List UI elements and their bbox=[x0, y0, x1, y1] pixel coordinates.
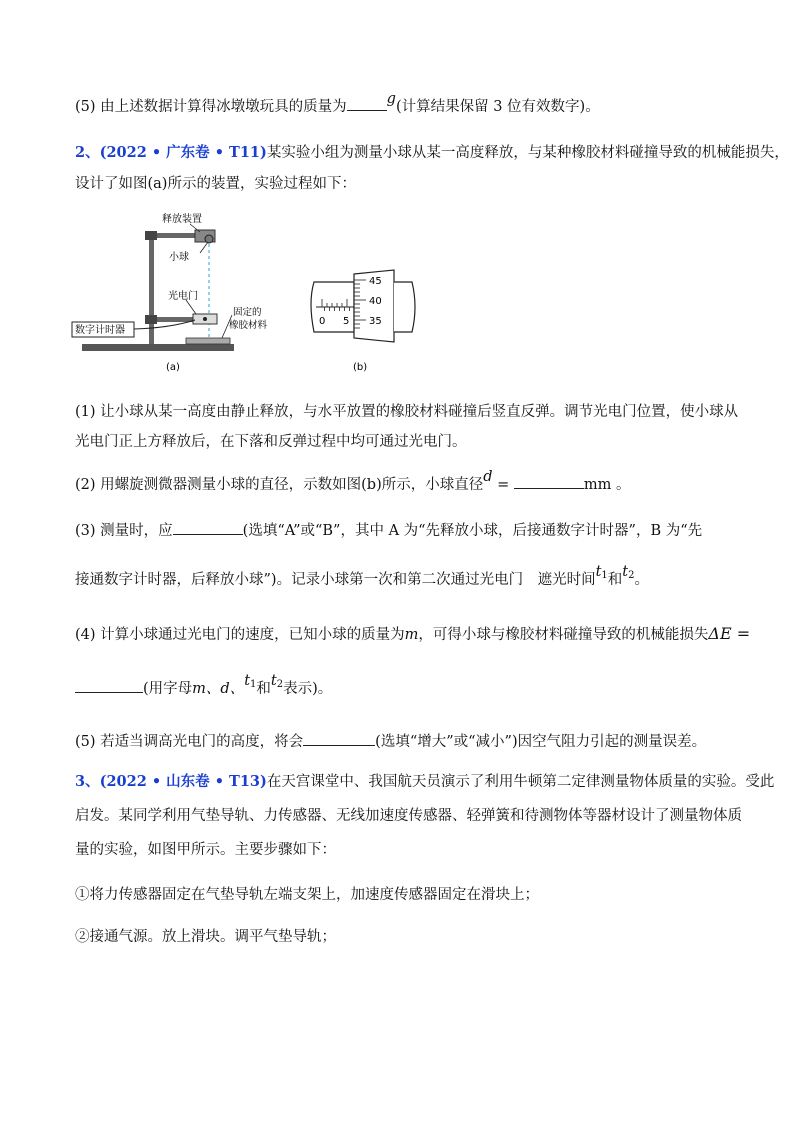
main-5: 5 bbox=[343, 316, 350, 327]
scale-40: 40 bbox=[369, 296, 382, 307]
q3-intro-2: 启发。某同学利用气垫导轨、力传感器、无线加速度传感器、轻弹簧和待测物体等器材设计了测量物体质 bbox=[75, 808, 742, 824]
label-timer: 数字计时器 bbox=[75, 325, 125, 336]
answer-blank bbox=[173, 520, 243, 535]
scale-45: 45 bbox=[369, 276, 382, 287]
caption-b: (b) bbox=[353, 362, 368, 373]
ball-icon bbox=[205, 235, 213, 243]
q2-intro-2: 设计了如图(a)所示的装置，实验过程如下： bbox=[75, 176, 356, 192]
answer-blank bbox=[347, 96, 387, 111]
question-tag: 3、(2022 • 山东卷 • T13) bbox=[75, 773, 267, 790]
label-fixed-2: 橡胶材料 bbox=[229, 320, 268, 331]
q2-step3-b: 接通数字计时器，后释放小球”)。记录小球第一次和第二次通过光电门 遮光时间$t_1$和$t_2$。 bbox=[75, 564, 649, 588]
rubber-material bbox=[186, 338, 230, 344]
label-ball: 小球 bbox=[169, 252, 189, 263]
q2-step4-b: (用字母m、d、$t_1$和$t_2$表示)。 bbox=[75, 678, 332, 703]
label-gate: 光电门 bbox=[168, 291, 198, 302]
q3-step2: ②接通气源。放上滑块。调平气垫导轨； bbox=[75, 929, 336, 945]
q2-step3-a: (3) 测量时，应 (选填“A”或“B”，其中 A 为“先释放小球，后接通数字计时器”，B 为“先 bbox=[75, 520, 702, 541]
q2-step2: (2) 用螺旋测微器测量小球的直径，示数如图(b)所示，小球直径d = mm 。 bbox=[75, 469, 631, 493]
label-release: 释放装置 bbox=[162, 214, 202, 225]
main-0: 0 bbox=[319, 316, 326, 327]
q3-intro-1: 3、(2022 • 山东卷 • T13)在天宫课堂中、我国航天员演示了利用牛顿第二定律测量物体质量的实验。受此 bbox=[75, 773, 775, 790]
q2-step1-a: (1) 让小球从某一高度由静止释放，与水平放置的橡胶材料碰撞后竖直反弹。调节光电门位置，使小球从 bbox=[75, 404, 739, 420]
figure-b-micrometer bbox=[308, 262, 428, 374]
q2-step5: (5) 若适当调高光电门的高度，将会 (选填“增大”或“减小”)因空气阻力引起的测量误差。 bbox=[75, 731, 706, 752]
answer-blank bbox=[514, 474, 584, 489]
scale-35: 35 bbox=[369, 316, 382, 327]
q2-intro-1: 2、(2022 • 广东卷 • T11)某实验小组为测量小球从某一高度释放，与某种橡胶材料碰撞导致的机械能损失， bbox=[75, 144, 789, 161]
q2-step1-b: 光电门正上方释放后，在下落和反弹过程中均可通过光电门。 bbox=[75, 434, 467, 450]
label-fixed-1: 固定的 bbox=[233, 307, 262, 318]
q1-part5: (5) 由上述数据计算得冰墩墩玩具的质量为 g(计算结果保留 3 位有效数字)。 bbox=[75, 91, 600, 115]
q3-step1: ①将力传感器固定在气垫导轨左端支架上，加速度传感器固定在滑块上； bbox=[75, 887, 539, 903]
q2-step4-a: (4) 计算小球通过光电门的速度，已知小球的质量为m，可得小球与橡胶材料碰撞导致的机械能损失ΔE = bbox=[75, 624, 751, 643]
figure-a-apparatus bbox=[70, 208, 290, 374]
caption-a: (a) bbox=[166, 362, 180, 373]
question-tag: 2、(2022 • 广东卷 • T11) bbox=[75, 144, 267, 161]
base-plate bbox=[82, 344, 234, 351]
answer-blank bbox=[75, 678, 143, 693]
answer-blank bbox=[303, 731, 375, 746]
q3-intro-3: 量的实验，如图甲所示。主要步骤如下： bbox=[75, 842, 336, 858]
